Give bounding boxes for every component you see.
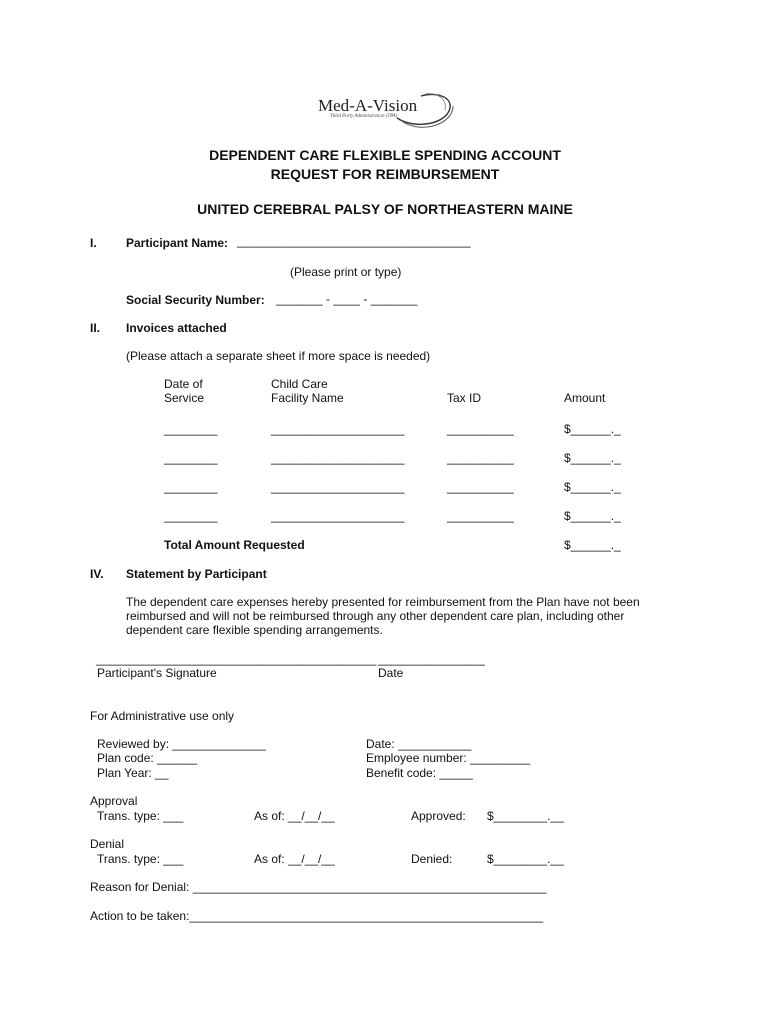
approval-trans-type-field[interactable]: Trans. type: ___	[97, 809, 184, 823]
row-tax-field[interactable]: __________	[447, 422, 514, 436]
approved-amount-field[interactable]: $________.__	[487, 809, 564, 823]
row-amount-field[interactable]: $______._	[564, 480, 621, 494]
row-tax-field[interactable]: __________	[447, 451, 514, 465]
signature-field[interactable]: __________________________________________	[96, 652, 377, 666]
logo-swoosh-icon	[395, 90, 455, 132]
col-date-line2: Service	[164, 391, 205, 405]
admin-heading: For Administrative use only	[90, 709, 235, 723]
approved-label: Approved:	[411, 809, 466, 823]
statement-line1: The dependent care expenses hereby presented for reimbursement from the Plan have not been	[126, 595, 640, 609]
col-amount: Amount	[564, 391, 606, 405]
col-date-line1: Date of	[164, 377, 203, 391]
plan-year-field[interactable]: Plan Year: __	[97, 766, 169, 780]
statement-line2: reimbursed and will not be reimbursed through any other dependent care plan, including other	[126, 609, 625, 623]
approval-as-of-field[interactable]: As of: __/__/__	[254, 809, 335, 823]
participant-name-label: Participant Name:	[126, 236, 229, 250]
row-tax-field[interactable]: __________	[447, 509, 514, 523]
section2-number: II.	[90, 321, 101, 335]
section1-number: I.	[90, 236, 97, 250]
row-amount-field[interactable]: $______._	[564, 422, 621, 436]
denial-as-of-field[interactable]: As of: __/__/__	[254, 852, 335, 866]
row-date-field[interactable]: ________	[164, 480, 218, 494]
form-title-line1: DEPENDENT CARE FLEXIBLE SPENDING ACCOUNT	[209, 147, 561, 163]
denied-amount-field[interactable]: $________.__	[487, 852, 564, 866]
section4-number: IV.	[90, 567, 104, 581]
row-date-field[interactable]: ________	[164, 422, 218, 436]
print-note: (Please print or type)	[290, 265, 402, 279]
signature-label: Participant's Signature	[97, 666, 217, 680]
employee-number-field[interactable]: Employee number: _________	[366, 751, 531, 765]
statement-heading: Statement by Participant	[126, 567, 267, 581]
row-tax-field[interactable]: __________	[447, 480, 514, 494]
row-date-field[interactable]: ________	[164, 509, 218, 523]
reason-for-denial-field[interactable]: Reason for Denial: _____________________________________________________	[90, 880, 547, 894]
row-facility-field[interactable]: ____________________	[271, 422, 405, 436]
ssn-field[interactable]: _______ - ____ - _______	[276, 292, 418, 306]
signature-date-field[interactable]: ________________	[378, 652, 485, 666]
col-facility-line2: Facility Name	[271, 391, 344, 405]
statement-line3: dependent care flexible spending arrangements.	[126, 623, 383, 637]
invoices-heading: Invoices attached	[126, 321, 227, 335]
total-label: Total Amount Requested	[164, 538, 305, 552]
row-date-field[interactable]: ________	[164, 451, 218, 465]
action-to-be-taken-field[interactable]: Action to be taken:_____________________________________________________	[90, 909, 544, 923]
logo-tagline: Third Party Administration (TPA)	[330, 114, 398, 119]
admin-date-field[interactable]: Date: ___________	[366, 737, 472, 751]
denial-trans-type-field[interactable]: Trans. type: ___	[97, 852, 184, 866]
col-facility-line1: Child Care	[271, 377, 328, 391]
signature-date-label: Date	[378, 666, 404, 680]
row-amount-field[interactable]: $______._	[564, 451, 621, 465]
row-facility-field[interactable]: ____________________	[271, 509, 405, 523]
form-title-line2: REQUEST FOR REIMBURSEMENT	[270, 166, 500, 182]
approval-label: Approval	[90, 794, 138, 808]
ssn-label: Social Security Number:	[126, 293, 265, 307]
benefit-code-field[interactable]: Benefit code: _____	[366, 766, 473, 780]
col-tax-id: Tax ID	[447, 391, 482, 405]
invoices-note: (Please attach a separate sheet if more space is needed)	[126, 349, 431, 363]
plan-code-field[interactable]: Plan code: ______	[97, 751, 198, 765]
denial-label: Denial	[90, 837, 125, 851]
total-amount-field[interactable]: $______._	[564, 538, 621, 552]
row-facility-field[interactable]: ____________________	[271, 480, 405, 494]
row-facility-field[interactable]: ____________________	[271, 451, 405, 465]
reviewed-by-field[interactable]: Reviewed by: ______________	[97, 737, 266, 751]
logo-name: Med-A-Vision	[318, 96, 418, 115]
participant-name-field[interactable]: ___________________________________	[237, 234, 471, 248]
employer-name: UNITED CEREBRAL PALSY OF NORTHEASTERN MAINE	[197, 201, 573, 217]
row-amount-field[interactable]: $______._	[564, 509, 621, 523]
denied-label: Denied:	[411, 852, 453, 866]
